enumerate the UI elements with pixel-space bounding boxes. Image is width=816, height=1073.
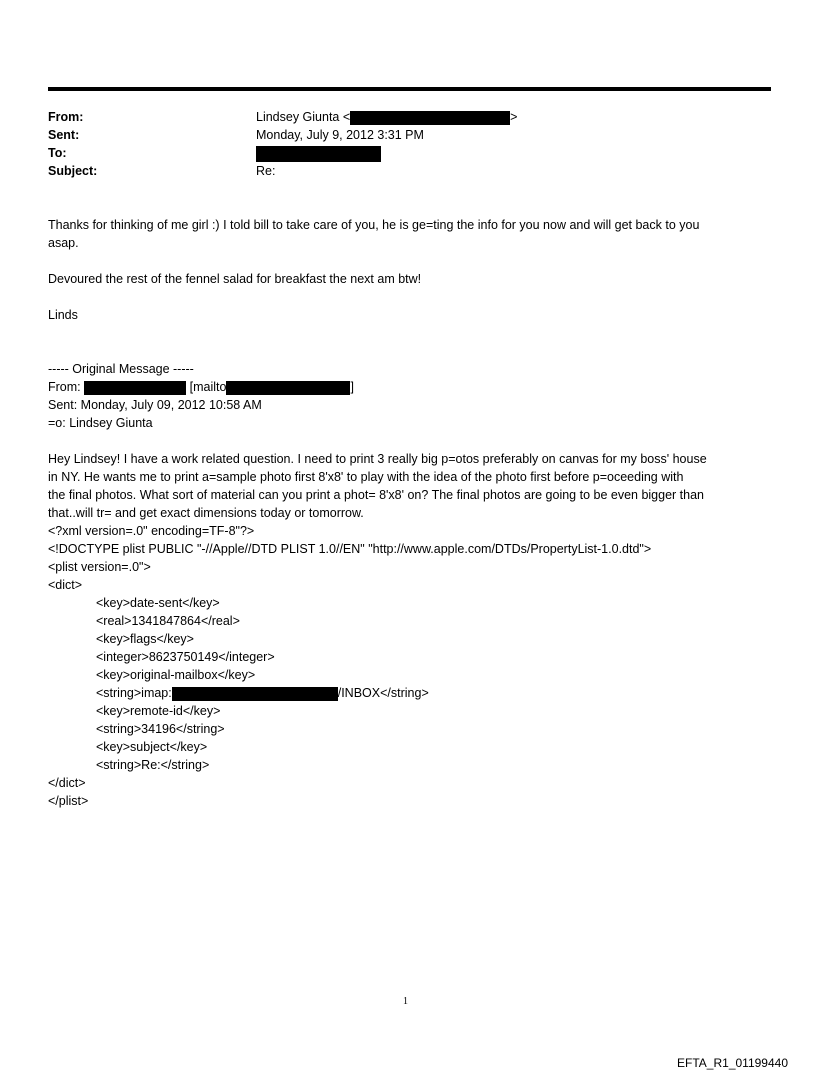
redaction-box — [256, 146, 381, 162]
page-number: 1 — [403, 996, 408, 1007]
plist-line: <key>original-mailbox</key> — [96, 668, 256, 682]
text-line: that..will tr= and get exact dimensions today or tomorrow. — [48, 506, 364, 520]
sent-value: Monday, July 9, 2012 3:31 PM — [256, 128, 424, 142]
from-value — [256, 108, 517, 126]
document-id: EFTA_R1_01199440 — [677, 1056, 788, 1070]
original-message — [48, 360, 768, 432]
original-body — [48, 450, 768, 522]
signoff: Linds — [48, 308, 78, 322]
reply-paragraph — [48, 216, 768, 252]
plist-line: <string>Re:</string> — [96, 758, 210, 772]
sent-label: Sent: — [48, 128, 80, 142]
text-line: Thanks for thinking of me girl :) I told bill to take care of you, he is ge=ting the info for you now and will get back to you — [48, 218, 700, 232]
redaction-box — [226, 381, 350, 395]
plist-line: <key>subject</key> — [96, 740, 208, 754]
from-label: From: — [48, 110, 84, 124]
mailto-close: ] — [350, 380, 354, 394]
mailto-text: [mailto — [189, 380, 227, 394]
subject-value: Re: — [256, 164, 276, 178]
plist-line: </plist> — [48, 794, 89, 808]
header-rule — [48, 87, 771, 91]
redaction-box — [350, 111, 510, 125]
plist-imap-line — [48, 684, 768, 702]
redaction-box — [172, 687, 338, 701]
plist-line: <real>1341847864</real> — [96, 614, 240, 628]
redaction-box — [84, 381, 186, 395]
plist-line: <key>flags</key> — [96, 632, 194, 646]
plist-line: </dict> — [48, 776, 86, 790]
plist-line: <plist version=.0"> — [48, 560, 151, 574]
original-divider: ----- Original Message ----- — [48, 362, 194, 376]
plist-line: <string>34196</string> — [96, 722, 225, 736]
to-label: To: — [48, 146, 67, 160]
original-from — [48, 378, 768, 396]
from-name: Lindsey Giunta < — [256, 110, 351, 124]
from-close: > — [510, 110, 518, 124]
plist-block — [48, 522, 768, 810]
original-from-label: From: — [48, 380, 81, 394]
plist-line: <?xml version=.0" encoding=TF-8"?> — [48, 524, 255, 538]
text-line: in NY. He wants me to print a=sample photo first 8'x8' to play with the idea of the photo first before p=oceeding with — [48, 470, 684, 484]
plist-line: <key>date-sent</key> — [96, 596, 220, 610]
plist-line: <dict> — [48, 578, 83, 592]
imap-suffix: /INBOX</string> — [337, 686, 429, 700]
imap-prefix: <string>imap: — [96, 686, 172, 700]
original-sent: Sent: Monday, July 09, 2012 10:58 AM — [48, 398, 262, 412]
text-line: Hey Lindsey! I have a work related question. I need to print 3 really big p=otos preferably on canvas for my boss' house — [48, 452, 707, 466]
plist-line: <!DOCTYPE plist PUBLIC "-//Apple//DTD PLIST 1.0//EN" "http://www.apple.com/DTDs/PropertyList-1.0.dtd"> — [48, 542, 652, 556]
reply-paragraph-2: Devoured the rest of the fennel salad for breakfast the next am btw! — [48, 272, 422, 286]
original-to: =o: Lindsey Giunta — [48, 416, 153, 430]
subject-label: Subject: — [48, 164, 98, 178]
to-value — [256, 144, 381, 162]
plist-line: <key>remote-id</key> — [96, 704, 221, 718]
plist-line: <integer>8623750149</integer> — [96, 650, 275, 664]
text-line: asap. — [48, 236, 79, 250]
text-line: the final photos. What sort of material can you print a phot= 8'x8' on? The final photos are going to be even bigger than — [48, 488, 705, 502]
